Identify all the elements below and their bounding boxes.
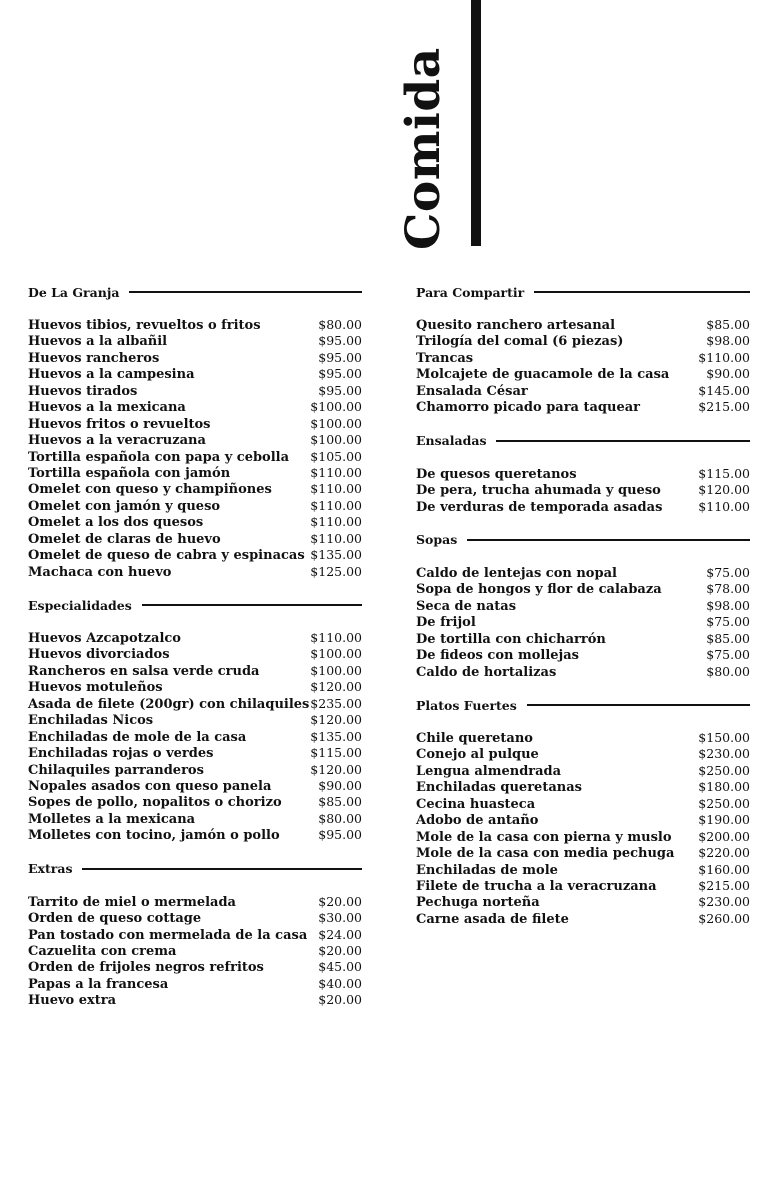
menu-item	[416, 829, 750, 845]
menu-item-name: Huevo extra	[28, 993, 117, 1009]
menu-item	[28, 976, 362, 992]
menu-item-name: De fideos con mollejas	[416, 648, 579, 664]
section-header	[28, 596, 362, 614]
title-bar	[471, 0, 481, 246]
menu-item-price: $100.00	[310, 415, 362, 431]
section-rule	[527, 704, 750, 706]
menu-item	[416, 862, 750, 878]
menu-item	[28, 663, 362, 679]
menu-item-price: $95.00	[318, 827, 362, 843]
menu-item-name: Molletes a la mexicana	[28, 811, 196, 827]
menu-item-price: $95.00	[318, 349, 362, 365]
menu-item-name: Huevos a la mexicana	[28, 400, 186, 416]
menu-item	[416, 631, 750, 647]
menu-item-price: $75.00	[706, 614, 750, 630]
menu-item	[416, 878, 750, 894]
section-title: De La Granja	[28, 284, 120, 300]
menu-item	[28, 778, 362, 794]
section-header	[28, 283, 362, 301]
menu-item-name: Huevos a la campesina	[28, 367, 195, 383]
menu-item-price: $235.00	[310, 695, 362, 711]
menu-item	[416, 565, 750, 581]
menu-item-price: $80.00	[318, 810, 362, 826]
menu-item-name: Cecina huasteca	[416, 796, 536, 812]
menu-item	[416, 894, 750, 910]
menu-item	[28, 514, 362, 530]
menu-item-price: $230.00	[698, 746, 750, 762]
menu-item-name: De verduras de temporada asadas	[416, 499, 663, 515]
menu-item-name: Chilaquiles parranderos	[28, 762, 204, 778]
menu-item-price: $75.00	[706, 647, 750, 663]
section-rule	[496, 440, 750, 442]
menu-item-name: Omelet a los dos quesos	[28, 515, 204, 531]
menu-item-price: $180.00	[698, 779, 750, 795]
menu-item-name: Mole de la casa con media pechuga	[416, 846, 675, 862]
menu-item	[416, 482, 750, 498]
menu-item-price: $85.00	[318, 794, 362, 810]
menu-item-name: Trilogía del comal (6 piezas)	[416, 334, 624, 350]
menu-item	[416, 383, 750, 399]
menu-item	[28, 679, 362, 695]
menu-item-name: Huevos tirados	[28, 383, 138, 399]
menu-item-price: $45.00	[318, 959, 362, 975]
menu-item	[28, 894, 362, 910]
menu-item	[416, 350, 750, 366]
menu-item	[28, 350, 362, 366]
menu-item-price: $20.00	[318, 893, 362, 909]
menu-item-price: $230.00	[698, 894, 750, 910]
menu-item	[28, 383, 362, 399]
menu-item-name: Quesito ranchero artesanal	[416, 318, 616, 333]
menu-item-name: Mole de la casa con pierna y muslo	[416, 829, 672, 845]
menu-item-name: Molletes con tocino, jamón o pollo	[28, 828, 280, 844]
menu-item-name: De frijol	[416, 615, 476, 631]
menu-section-especialidades	[28, 596, 362, 844]
menu-item-name: Rancheros en salsa verde cruda	[28, 663, 260, 679]
page-title: Comida	[396, 47, 451, 250]
menu-item-price: $95.00	[318, 366, 362, 382]
menu-item-name: Omelet con jamón y queso	[28, 498, 221, 514]
menu-column-right	[416, 283, 750, 943]
section-rule	[142, 604, 362, 606]
menu-item-price: $260.00	[698, 910, 750, 926]
menu-item-name: Pan tostado con mermelada de la casa	[28, 927, 308, 943]
menu-item-price: $100.00	[310, 662, 362, 678]
menu-item-name: Sopa de hongos y flor de calabaza	[416, 582, 662, 598]
menu-item	[416, 598, 750, 614]
section-header	[28, 860, 362, 878]
menu-item-price: $120.00	[310, 679, 362, 695]
menu-item	[416, 812, 750, 828]
menu-item-price: $95.00	[318, 382, 362, 398]
menu-item	[28, 416, 362, 432]
menu-item-name: Lengua almendrada	[416, 763, 562, 779]
menu-item-price: $75.00	[706, 564, 750, 580]
menu-item-price: $110.00	[310, 481, 362, 497]
menu-item-name: Enchiladas Nicos	[28, 713, 154, 729]
menu-item-name: Tarrito de miel o mermelada	[28, 894, 236, 910]
menu-item	[28, 531, 362, 547]
menu-item	[416, 779, 750, 795]
menu-item-name: Caldo de hortalizas	[416, 664, 557, 680]
menu-item-price: $160.00	[698, 861, 750, 877]
menu-item-price: $100.00	[310, 432, 362, 448]
menu-item-name: Nopales asados con queso panela	[28, 778, 272, 794]
menu-item-price: $98.00	[706, 333, 750, 349]
menu-item-name: Huevos a la albañil	[28, 334, 168, 350]
section-title: Platos Fuertes	[416, 697, 517, 713]
menu-item	[416, 763, 750, 779]
menu-item-name: Conejo al pulque	[416, 747, 539, 763]
section-title: Extras	[28, 861, 73, 877]
menu-item-price: $20.00	[318, 943, 362, 958]
menu-item	[28, 630, 362, 646]
menu-item	[28, 317, 362, 333]
menu-item	[416, 845, 750, 861]
menu-item	[28, 794, 362, 810]
menu-item-price: $90.00	[318, 777, 362, 793]
menu-item-name: Machaca con huevo	[28, 564, 172, 580]
menu-item	[28, 646, 362, 662]
menu-item-name: Tortilla española con papa y cebolla	[28, 449, 290, 465]
menu-item	[416, 399, 750, 415]
menu-item	[28, 712, 362, 728]
menu-item-name: Orden de frijoles negros refritos	[28, 960, 264, 976]
menu-item	[28, 992, 362, 1008]
menu-item-price: $190.00	[698, 812, 750, 828]
section-title: Ensaladas	[416, 433, 487, 449]
menu-item	[28, 762, 362, 778]
section-title: Para Compartir	[416, 284, 525, 300]
menu-item-price: $30.00	[318, 910, 362, 926]
menu-item-price: $120.00	[310, 761, 362, 777]
menu-item-name: Omelet de claras de huevo	[28, 531, 221, 547]
menu-item-price: $120.00	[698, 482, 750, 498]
menu-item	[28, 432, 362, 448]
menu-item	[416, 366, 750, 382]
menu-item-price: $110.00	[310, 464, 362, 480]
menu-item	[28, 729, 362, 745]
menu-item-name: Carne asada de filete	[416, 911, 569, 927]
menu-item	[28, 547, 362, 563]
menu-item-name: Huevos divorciados	[28, 647, 170, 663]
menu-item-name: Caldo de lentejas con nopal	[416, 565, 617, 581]
menu-item-name: Adobo de antaño	[416, 813, 539, 829]
menu-item-name: Huevos Azcapotzalco	[28, 631, 181, 646]
menu-item	[28, 366, 362, 382]
section-rule	[467, 539, 750, 541]
menu-item-name: Omelet con queso y champiñones	[28, 482, 272, 498]
menu-item-name: Cazuelita con crema	[28, 944, 177, 959]
menu-item-name: Huevos tibios, revueltos o fritos	[28, 318, 261, 333]
section-rule	[82, 868, 362, 870]
menu-item-name: Huevos rancheros	[28, 350, 160, 366]
menu-item	[416, 796, 750, 812]
menu-item-price: $78.00	[706, 581, 750, 597]
menu-item	[28, 745, 362, 761]
menu-item-name: Asada de filete (200gr) con chilaquiles	[28, 696, 310, 712]
menu-item	[28, 910, 362, 926]
menu-item-name: Pechuga norteña	[416, 895, 540, 911]
menu-section-extras	[28, 860, 362, 1009]
menu-item	[28, 333, 362, 349]
section-title: Especialidades	[28, 597, 132, 613]
menu-item-price: $250.00	[698, 795, 750, 811]
menu-item-price: $110.00	[310, 530, 362, 546]
menu-item-name: De quesos queretanos	[416, 466, 577, 482]
menu-item	[416, 730, 750, 746]
menu-item-price: $110.00	[310, 497, 362, 513]
menu-item-price: $200.00	[698, 828, 750, 844]
menu-item-name: Enchiladas de mole de la casa	[28, 729, 247, 745]
menu-item-price: $98.00	[706, 597, 750, 613]
menu-item-name: Tortilla española con jamón	[28, 465, 231, 481]
menu-section-para-compartir	[416, 283, 750, 416]
menu-item-name: Trancas	[416, 350, 474, 366]
menu-item	[28, 399, 362, 415]
menu-column-left	[28, 283, 362, 1025]
menu-item	[28, 481, 362, 497]
menu-item-name: Papas a la francesa	[28, 976, 169, 992]
menu-item	[416, 647, 750, 663]
menu-item-price: $145.00	[698, 382, 750, 398]
menu-item-name: Sopes de pollo, nopalitos o chorizo	[28, 795, 282, 811]
menu-item-price: $250.00	[698, 762, 750, 778]
menu-item	[28, 959, 362, 975]
menu-item-name: Enchiladas rojas o verdes	[28, 746, 214, 762]
menu-item	[416, 317, 750, 333]
menu-item	[28, 827, 362, 843]
menu-item-price: $80.00	[318, 317, 362, 332]
menu-item	[28, 449, 362, 465]
menu-item	[28, 498, 362, 514]
menu-item-name: Filete de trucha a la veracruzana	[416, 878, 657, 894]
menu-item-price: $125.00	[310, 563, 362, 579]
menu-item-price: $150.00	[698, 730, 750, 745]
menu-section-platos-fuertes	[416, 696, 750, 927]
menu-item-price: $110.00	[698, 498, 750, 514]
menu-item-price: $40.00	[318, 975, 362, 991]
menu-item-name: Omelet de queso de cabra y espinacas	[28, 548, 305, 564]
menu-item	[28, 943, 362, 959]
menu-item-price: $120.00	[310, 712, 362, 728]
menu-item-name: Chile queretano	[416, 731, 533, 746]
menu-item-price: $135.00	[310, 728, 362, 744]
menu-item-name: Enchiladas de mole	[416, 862, 558, 878]
menu-item	[416, 466, 750, 482]
menu-item-name: Orden de queso cottage	[28, 911, 202, 927]
menu-section-sopas	[416, 531, 750, 680]
menu-item-price: $215.00	[698, 877, 750, 893]
menu-item-name: Ensalada César	[416, 383, 528, 399]
menu-item-name: Seca de natas	[416, 598, 517, 614]
section-rule	[534, 291, 750, 293]
menu-item-price: $80.00	[706, 663, 750, 679]
menu-item	[28, 927, 362, 943]
menu-item-price: $100.00	[310, 399, 362, 415]
menu-item	[416, 499, 750, 515]
menu-item-price: $115.00	[310, 745, 362, 761]
menu-item	[416, 911, 750, 927]
menu-item	[416, 664, 750, 680]
menu-item-price: $110.00	[310, 630, 362, 645]
menu-section-de-la-granja	[28, 283, 362, 580]
menu-item-name: De pera, trucha ahumada y queso	[416, 483, 661, 499]
menu-item-price: $20.00	[318, 992, 362, 1008]
menu-item-name: De tortilla con chicharrón	[416, 631, 606, 647]
menu-item-price: $85.00	[706, 317, 750, 332]
menu-item-name: Molcajete de guacamole de la casa	[416, 367, 670, 383]
section-rule	[129, 291, 362, 293]
section-header	[416, 531, 750, 549]
menu-item-name: Huevos motuleños	[28, 680, 163, 696]
menu-item-name: Enchiladas queretanas	[416, 780, 582, 796]
menu-item-price: $95.00	[318, 333, 362, 349]
menu-item-price: $135.00	[310, 547, 362, 563]
menu-item-name: Huevos a la veracruzana	[28, 433, 206, 449]
menu-item	[416, 333, 750, 349]
menu-item	[28, 465, 362, 481]
menu-item	[28, 811, 362, 827]
menu-item-price: $105.00	[310, 448, 362, 464]
section-header	[416, 432, 750, 450]
menu-item-price: $24.00	[318, 926, 362, 942]
menu-item-price: $85.00	[706, 630, 750, 646]
menu-item-price: $110.00	[698, 349, 750, 365]
menu-item-price: $215.00	[698, 399, 750, 415]
menu-item	[28, 696, 362, 712]
section-header	[416, 696, 750, 714]
menu-item	[416, 614, 750, 630]
menu-item-price: $90.00	[706, 366, 750, 382]
menu-item-price: $220.00	[698, 845, 750, 861]
menu-item	[416, 581, 750, 597]
menu-item-price: $115.00	[698, 465, 750, 481]
menu-item-price: $100.00	[310, 646, 362, 662]
menu-item	[416, 746, 750, 762]
menu-item	[28, 564, 362, 580]
menu-item-price: $110.00	[310, 514, 362, 530]
menu-section-ensaladas	[416, 432, 750, 515]
section-title: Sopas	[416, 532, 458, 548]
menu-item-name: Huevos fritos o revueltos	[28, 416, 211, 432]
section-header	[416, 283, 750, 301]
menu-item-name: Chamorro picado para taquear	[416, 400, 641, 416]
